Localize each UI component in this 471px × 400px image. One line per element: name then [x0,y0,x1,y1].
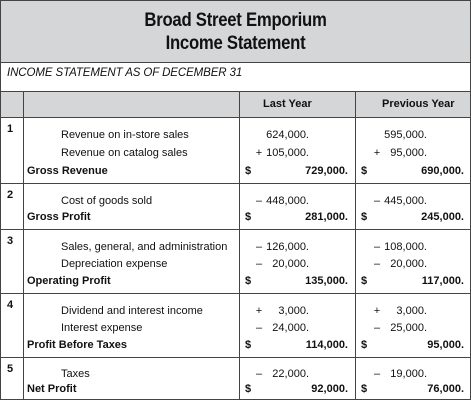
currency-symbol: $ [361,165,368,177]
line-item-label: Cost of goods sold [61,195,153,207]
last-year-total: 135,000. [305,275,348,287]
minus-sign: – [373,368,381,380]
last-year-value: 624,000. [266,129,309,141]
previous-year-total: 117,000. [421,275,464,287]
line-item-label: Depreciation expense [61,258,168,270]
currency-symbol: $ [245,339,252,351]
previous-year-value: 445,000. [384,195,427,207]
column-header-last-year: Last Year [263,98,312,110]
section-divider [1,357,470,358]
last-year-value: 105,000. [266,147,309,159]
company-name: Broad Street Emporium [144,10,327,31]
line-item-label: Dividend and interest income [61,305,203,317]
line-item-label: Taxes [61,368,90,380]
last-year-value: 22,000. [272,368,309,380]
statement-title: Income Statement [165,33,306,54]
previous-year-total: 245,000. [421,211,464,223]
previous-year-value: 20,000. [390,258,427,270]
minus-sign: – [373,241,381,253]
total-label: Profit Before Taxes [27,339,128,351]
currency-symbol: $ [361,339,368,351]
section-number: 1 [7,123,14,135]
header-divider [1,62,470,63]
minus-sign: – [255,241,263,253]
section-number: 3 [7,235,14,247]
last-year-value: 448,000. [266,195,309,207]
previous-year-total: 690,000. [421,165,464,177]
minus-sign: – [255,258,263,270]
line-item-label: Interest expense [61,322,143,334]
section-number: 4 [7,299,14,311]
total-label: Operating Profit [27,275,111,287]
currency-symbol: $ [245,165,252,177]
previous-year-value: 108,000. [384,241,427,253]
last-year-total: 114,000. [305,339,348,351]
plus-sign: + [255,305,263,317]
last-year-value: 24,000. [272,322,309,334]
minus-sign: – [373,322,381,334]
currency-symbol: $ [245,211,252,223]
section-number: 2 [7,189,14,201]
line-item-label: Sales, general, and administration [61,241,228,253]
last-year-total: 729,000. [305,165,348,177]
previous-year-column-divider [355,92,356,399]
total-label: Gross Profit [27,211,91,223]
minus-sign: – [373,195,381,207]
plus-sign: + [255,147,263,159]
last-year-value: 3,000. [278,305,309,317]
total-label: Net Profit [27,383,77,395]
section-divider [1,183,470,184]
last-year-value: 126,000. [266,241,309,253]
minus-sign: – [255,322,263,334]
previous-year-value: 95,000. [390,147,427,159]
section-divider [1,229,470,230]
minus-sign: – [373,258,381,270]
number-column-divider [23,92,24,399]
currency-symbol: $ [361,383,368,395]
minus-sign: – [255,368,263,380]
column-header-previous-year: Previous Year [382,98,455,110]
previous-year-value: 595,000. [384,129,427,141]
last-year-total: 281,000. [305,211,348,223]
statement-header [1,1,470,62]
currency-symbol: $ [245,275,252,287]
last-year-column-divider [239,92,240,399]
section-number: 5 [7,363,14,375]
previous-year-value: 25,000. [390,322,427,334]
section-divider [1,293,470,294]
currency-symbol: $ [245,383,252,395]
statement-subtitle: INCOME STATEMENT AS OF DECEMBER 31 [7,67,243,79]
total-label: Gross Revenue [27,165,108,177]
last-year-total: 92,000. [311,383,348,395]
last-year-value: 20,000. [272,258,309,270]
line-item-label: Revenue on catalog sales [61,147,188,159]
plus-sign: + [373,305,381,317]
previous-year-value: 19,000. [390,368,427,380]
column-header-divider [1,117,470,118]
currency-symbol: $ [361,275,368,287]
plus-sign: + [373,147,381,159]
previous-year-total: 95,000. [427,339,464,351]
line-item-label: Revenue on in-store sales [61,129,189,141]
currency-symbol: $ [361,211,368,223]
previous-year-total: 76,000. [427,383,464,395]
minus-sign: – [255,195,263,207]
previous-year-value: 3,000. [396,305,427,317]
column-header-row [1,92,470,117]
